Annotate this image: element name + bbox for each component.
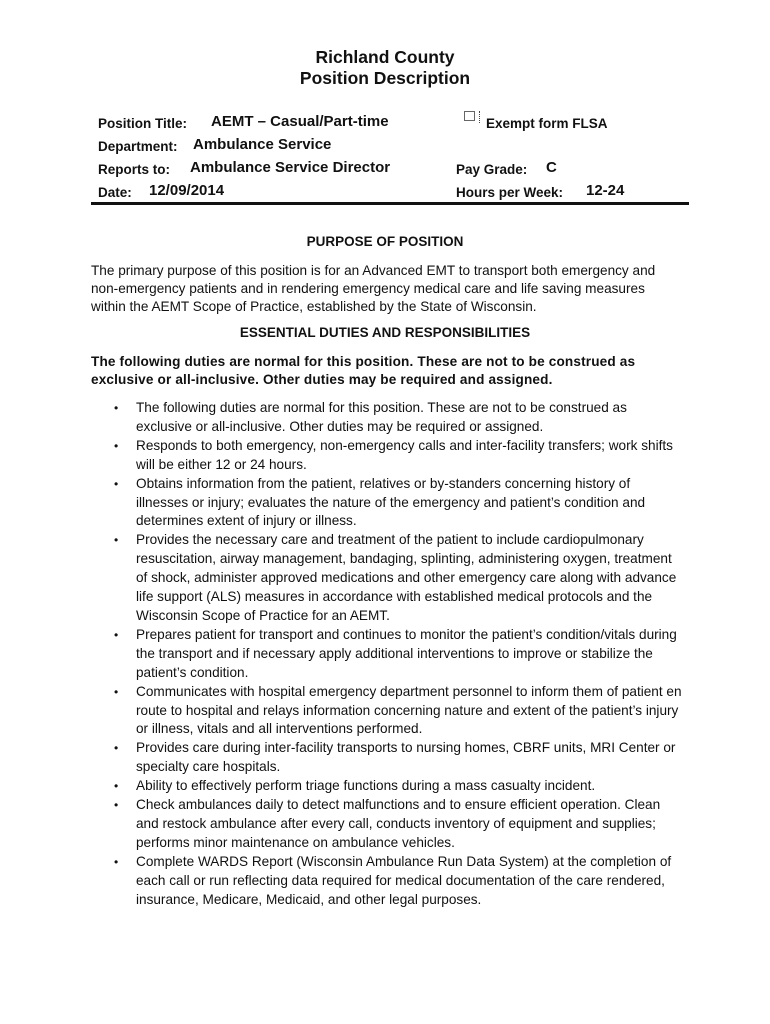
purpose-line: The primary purpose of this position is for an Advanced EMT to transport both emergency and xyxy=(91,263,656,278)
duty-text: The following duties are normal for this position. These are not to be construed as exclusive or all-inclusive. Other duties may be required or assigned. xyxy=(136,400,627,434)
pay-grade-label: Pay Grade: xyxy=(456,162,528,177)
department-value: Ambulance Service xyxy=(193,136,332,153)
date-label: Date: xyxy=(98,185,132,200)
list-item xyxy=(91,475,683,532)
list-item xyxy=(91,399,683,437)
bullet-icon: • xyxy=(114,854,119,869)
duty-text: Obtains information from the patient, relatives or by-standers concerning history of illnesses or injury; evaluates the nature of the emergency and patient’s condition and determines extent of injury or illness. xyxy=(136,475,646,529)
duties-heading: ESSENTIAL DUTIES AND RESPONSIBILITIES xyxy=(239,325,531,340)
bullet-icon: • xyxy=(114,476,119,491)
duty-text: Provides care during inter-facility transports to nursing homes, CBRF units, MRI Center or specialty care hospitals. xyxy=(136,740,676,775)
checkbox-marker-icon xyxy=(479,111,482,123)
county-name: Richland County xyxy=(315,47,455,67)
duties-intro xyxy=(91,353,685,389)
bullet-icon: • xyxy=(114,779,119,794)
duties-intro-line: exclusive or all-inclusive. Other duties may be required and assigned. xyxy=(91,372,553,387)
exempt-checkbox[interactable] xyxy=(464,111,475,121)
list-item xyxy=(91,437,683,475)
bullet-icon: • xyxy=(114,627,119,642)
date-value: 12/09/2014 xyxy=(149,182,225,199)
hours-per-week-value: 12-24 xyxy=(586,182,625,199)
position-title-label: Position Title: xyxy=(98,116,188,131)
list-item xyxy=(91,531,683,626)
bullet-icon: • xyxy=(114,401,119,415)
purpose-paragraph xyxy=(91,262,685,316)
position-title-value: AEMT – Casual/Part-time xyxy=(211,113,389,130)
duty-text: Communicates with hospital emergency department personnel to inform them of patient en route to hospital and relays information concerning nature and extent of the patient’s injury or illness, vitals and all interventions performed. xyxy=(136,683,682,737)
duty-text: Check ambulances daily to detect malfunctions and to ensure efficient operation. Clean and restock ambulance after every call, conducts inventory of equipment and supplies; performs minor maintenance on ambulance vehicles. xyxy=(136,797,661,850)
duty-text: Prepares patient for transport and continues to monitor the patient’s condition/vitals during the transport and if necessary apply additional interventions to improve or stabilize the patient’s condition. xyxy=(136,626,677,680)
list-item xyxy=(91,796,683,853)
duty-text: Complete WARDS Report (Wisconsin Ambulance Run Data System) at the completion of each call or run reflecting data required for medical documentation of the care rendered, insurance, Medicare, Medicaid, and other legal purposes. xyxy=(136,853,672,907)
purpose-heading: PURPOSE OF POSITION xyxy=(306,234,464,249)
list-item xyxy=(91,739,683,777)
reports-to-label: Reports to: xyxy=(98,162,170,177)
list-item xyxy=(91,777,683,796)
hours-per-week-label: Hours per Week: xyxy=(456,185,564,200)
list-item xyxy=(91,626,683,683)
duty-text: Provides the necessary care and treatment of the patient to include cardiopulmonary resuscitation, airway management, bandaging, splinting, administering oxygen, treatment of shock, administer approved medications and other emergency care along with advance life support (ALS) measures in accordance with established medical protocols and the Wisconsin Scope of Practice for an AEMT. xyxy=(136,532,677,623)
bullet-icon: • xyxy=(114,684,119,699)
exempt-flsa-label: Exempt form FLSA xyxy=(486,116,608,131)
position-description-title: Position Description xyxy=(299,68,471,88)
pay-grade-value: C xyxy=(546,159,557,176)
bullet-icon: • xyxy=(114,533,119,548)
purpose-line: within the AEMT Scope of Practice, established by the State of Wisconsin. xyxy=(91,299,537,314)
document-title xyxy=(0,47,770,89)
header-divider xyxy=(91,202,689,205)
duty-text: Ability to effectively perform triage functions during a mass casualty incident. xyxy=(136,778,596,794)
bullet-icon: • xyxy=(114,741,119,756)
bullet-icon: • xyxy=(114,438,119,453)
list-item xyxy=(91,853,683,910)
list-item xyxy=(91,683,683,740)
duty-text: Responds to both emergency, non-emergency calls and inter-facility transfers; work shifts will be either 12 or 24 hours. xyxy=(136,437,673,472)
duties-list xyxy=(91,399,683,909)
purpose-line: non-emergency patients and in rendering emergency medical care and life saving measures xyxy=(91,281,645,296)
duties-intro-line: The following duties are normal for this position. These are not to be construed as xyxy=(91,354,636,369)
reports-to-value: Ambulance Service Director xyxy=(190,159,391,176)
department-label: Department: xyxy=(98,139,178,154)
bullet-icon: • xyxy=(114,798,119,813)
